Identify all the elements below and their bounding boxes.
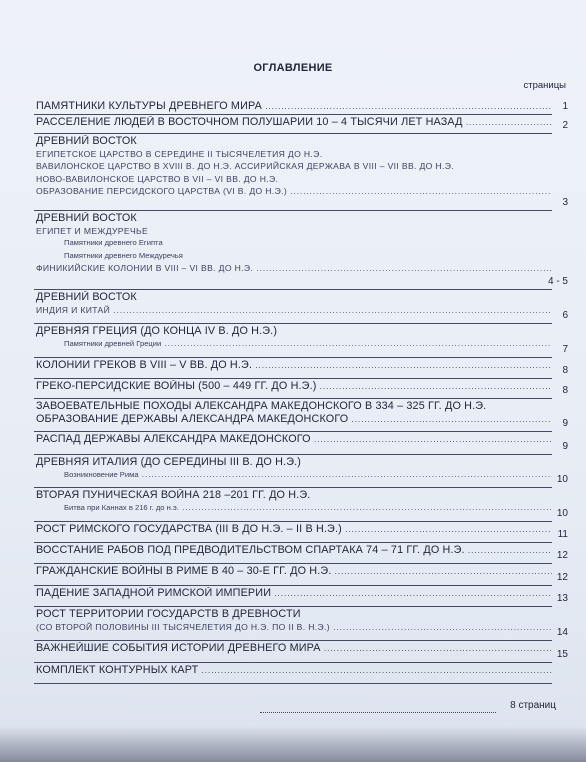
toc-line	[36, 400, 552, 413]
toc-line-text: ДРЕВНИЙ ВОСТОК	[36, 291, 137, 303]
toc-line	[36, 523, 552, 537]
toc-page-number: 8	[562, 385, 568, 396]
toc-entry	[36, 456, 568, 486]
toc-line-text: ИНДИЯ И КИТАЙ	[36, 304, 111, 315]
toc-line-text: РАССЕЛЕНИЕ ЛЮДЕЙ В ВОСТОЧНОМ ПОЛУШАРИИ 10 – 4 ТЫСЯЧИ ЛЕТ НАЗАД	[36, 116, 463, 128]
toc-entry	[36, 291, 568, 322]
toc-line-text: НОВО-ВАВИЛОНСКОЕ ЦАРСТВО В VII – VI ВВ. ДО Н.Э.	[36, 173, 279, 184]
toc-entry	[36, 433, 568, 453]
toc-line	[36, 359, 552, 373]
toc-line-text: РАСПАД ДЕРЖАВЫ АЛЕКСАНДРА МАКЕДОНСКОГО	[36, 433, 311, 445]
toc-entry	[36, 608, 568, 639]
toc-line	[36, 116, 552, 130]
toc-rule	[34, 378, 552, 379]
toc-page-number: 2	[562, 120, 568, 131]
toc-rule	[34, 585, 552, 586]
toc-line	[36, 173, 552, 186]
toc-line-text: РОСТ РИМСКОГО ГОСУДАРСТВА (III В ДО Н.Э. – II В Н.Э.)	[36, 523, 342, 535]
toc-entry	[36, 664, 568, 682]
pages-column-label: страницы	[523, 80, 566, 91]
toc-line	[36, 291, 552, 304]
toc-entry	[36, 325, 568, 356]
toc-line	[36, 489, 552, 502]
toc-page-number: 9	[562, 441, 568, 452]
toc-page-number: 15	[556, 649, 568, 660]
toc-rule	[34, 323, 552, 324]
toc-line-text: ДРЕВНИЙ ВОСТОК	[36, 212, 137, 224]
toc-line	[36, 433, 552, 447]
toc-entry	[36, 523, 568, 541]
toc-line-text: ВОССТАНИЕ РАБОВ ПОД ПРЕДВОДИТЕЛЬСТВОМ СПАРТАКА 74 – 71 ГГ. ДО Н.Э.	[36, 544, 465, 556]
footer-page-count: 8 страниц	[510, 700, 556, 711]
toc-line	[36, 160, 552, 173]
toc-line	[36, 664, 552, 678]
toc-rule	[34, 521, 552, 522]
table-of-contents	[36, 100, 568, 685]
toc-line	[36, 413, 552, 427]
toc-page-number: 12	[556, 572, 568, 583]
toc-entry	[36, 489, 568, 520]
toc-line-text: Памятники древнего Египта	[64, 238, 163, 247]
toc-line-text: Памятники древней Греции	[64, 338, 162, 348]
toc-line-text: ВТОРАЯ ПУНИЧЕСКАЯ ВОЙНА 218 –201 ГГ. ДО Н.Э.	[36, 489, 311, 501]
toc-line-text: ПАДЕНИЕ ЗАПАДНОЙ РИМСКОЙ ИМПЕРИИ	[36, 587, 272, 599]
toc-page-number: 1	[562, 101, 568, 112]
toc-entry	[36, 565, 568, 584]
toc-rule	[34, 640, 552, 641]
toc-rule	[34, 210, 552, 211]
toc-line	[64, 237, 552, 250]
page-title: ОГЛАВЛЕНИЕ	[253, 62, 333, 74]
toc-line-text: ПАМЯТНИКИ КУЛЬТУРЫ ДРЕВНЕГО МИРА	[36, 100, 262, 112]
toc-line-text: ВАЖНЕЙШИЕ СОБЫТИЯ ИСТОРИИ ДРЕВНЕГО МИРА	[36, 642, 321, 654]
toc-line-text: ОБРАЗОВАНИЕ ДЕРЖАВЫ АЛЕКСАНДРА МАКЕДОНСКОГО	[36, 412, 349, 425]
toc-line	[64, 250, 552, 263]
toc-rule	[34, 133, 552, 134]
toc-line	[64, 469, 552, 482]
toc-entry	[36, 544, 568, 562]
toc-page-number: 10	[556, 474, 568, 485]
toc-line-text: КОЛОНИИ ГРЕКОВ В VIII – V ВВ. ДО Н.Э.	[36, 359, 253, 371]
toc-line	[36, 212, 552, 225]
toc-line	[36, 225, 552, 238]
toc-line-text: ЕГИПЕТ И МЕЖДУРЕЧЬЕ	[36, 225, 149, 236]
toc-line	[36, 262, 552, 276]
toc-line	[36, 135, 552, 148]
toc-rule	[34, 683, 552, 684]
toc-line	[36, 456, 552, 469]
toc-entry	[36, 135, 568, 209]
toc-entry	[36, 642, 568, 661]
toc-line-text: ОБРАЗОВАНИЕ ПЕРСИДСКОГО ЦАРСТВА (VI В. ДО Н.Э.)	[36, 186, 288, 196]
toc-page-number: 14	[556, 627, 568, 638]
toc-line	[36, 185, 552, 199]
toc-line-text: Возникновение Рима	[64, 469, 139, 479]
toc-line-text: ГРЕКО-ПЕРСИДСКИЕ ВОЙНЫ (500 – 449 ГГ. ДО Н.Э.)	[36, 380, 317, 392]
toc-line	[36, 608, 552, 621]
toc-page-number: 3	[562, 197, 568, 208]
toc-entry	[36, 380, 568, 397]
toc-line-text: ФИНИКИЙСКИЕ КОЛОНИИ В VIII – VI ВВ. ДО Н.Э.	[36, 263, 254, 273]
toc-line-text: ЗАВОЕВАТЕЛЬНЫЕ ПОХОДЫ АЛЕКСАНДРА МАКЕДОНСКОГО В 334 – 325 ГГ. ДО Н.Э.	[36, 400, 487, 412]
toc-entry	[36, 212, 568, 288]
footer-leader-line	[260, 712, 496, 713]
toc-line	[36, 587, 552, 601]
toc-line-text: Памятники древнего Междуречья	[64, 250, 183, 260]
toc-line	[64, 502, 552, 515]
toc-rule	[34, 357, 552, 358]
toc-page-number: 11	[557, 529, 568, 540]
toc-rule	[34, 454, 552, 455]
toc-line-text: Битва при Каннах в 216 г. до н.э.	[64, 502, 179, 512]
toc-line	[36, 565, 552, 579]
toc-line	[36, 544, 552, 558]
toc-line-text: КОМПЛЕКТ КОНТУРНЫХ КАРТ	[36, 664, 199, 676]
toc-line-text: (СО ВТОРОЙ ПОЛОВИНЫ III ТЫСЯЧЕЛЕТИЯ ДО Н.Э. ПО II В. Н.Э.)	[36, 621, 330, 632]
toc-entry	[36, 587, 568, 605]
toc-page-number: 9	[562, 418, 568, 429]
toc-line	[36, 642, 552, 656]
toc-line-text: ДРЕВНИЙ ВОСТОК	[36, 135, 137, 147]
toc-line-text: ДРЕВНЯЯ ГРЕЦИЯ (ДО КОНЦА IV В. ДО Н.Э.)	[36, 325, 278, 337]
toc-line	[36, 304, 552, 318]
toc-rule	[34, 606, 552, 607]
toc-rule	[34, 662, 552, 663]
toc-line	[36, 148, 552, 161]
toc-line-text: ВАВИЛОНСКОЕ ЦАРСТВО В XVIII В. ДО Н.Э. АССИРИЙСКАЯ ДЕРЖАВА В VIII – VII ВВ. ДО Н.Э.	[36, 161, 455, 171]
toc-line	[36, 100, 552, 114]
toc-entry	[36, 116, 568, 132]
toc-page-number: 4 - 5	[547, 276, 568, 287]
toc-entry	[36, 359, 568, 377]
toc-line-text: ДРЕВНЯЯ ИТАЛИЯ (ДО СЕРЕДИНЫ III В. ДО Н.Э.)	[36, 456, 302, 468]
toc-page-number: 8	[562, 365, 568, 376]
toc-rule	[34, 563, 552, 564]
toc-page-number: 6	[562, 310, 568, 321]
toc-rule	[34, 487, 552, 488]
toc-line	[36, 380, 552, 394]
toc-line	[36, 325, 552, 338]
toc-rule	[34, 542, 552, 543]
toc-page-number: 13	[556, 593, 568, 604]
toc-rule	[34, 114, 552, 115]
toc-entry	[36, 100, 568, 113]
toc-line-text: РОСТ ТЕРРИТОРИИ ГОСУДАРСТВ В ДРЕВНОСТИ	[36, 608, 301, 620]
toc-page-number: 12	[556, 550, 568, 561]
toc-page-number: 10	[556, 508, 568, 519]
toc-page-number: 7	[562, 344, 568, 355]
page-shadow	[0, 726, 586, 762]
toc-line	[36, 621, 552, 635]
toc-rule	[34, 398, 552, 399]
toc-line-text: ГРАЖДАНСКИЕ ВОЙНЫ В РИМЕ В 40 – 30-Е ГГ. ДО Н.Э.	[36, 565, 332, 577]
toc-rule	[34, 289, 552, 290]
toc-rule	[34, 431, 552, 432]
toc-entry	[36, 400, 568, 430]
toc-line-text: ЕГИПЕТСКОЕ ЦАРСТВО В СЕРЕДИНЕ II ТЫСЯЧЕЛЕТИЯ ДО Н.Э.	[36, 148, 323, 159]
toc-line	[64, 338, 552, 351]
